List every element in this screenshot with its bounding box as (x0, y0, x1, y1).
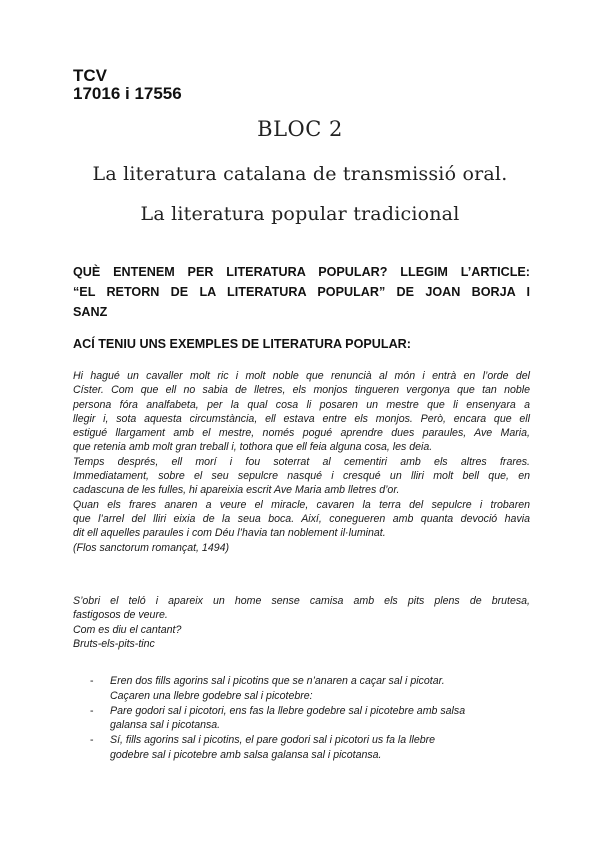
story-line: llegir i, sota aquesta circumstància, ell estava entre els monjos. Però, encara que ell (73, 412, 530, 425)
course-code-line-2: 17016 i 17556 (73, 84, 182, 103)
question-line: “EL RETORN DE LA LITERATURA POPULAR” DE JOAN BORJA I (73, 285, 530, 299)
joke-line: Bruts-els-pits-tinc (73, 637, 155, 650)
question-heading (73, 262, 530, 322)
list-item-line: Caçaren una llebre godebre sal i picotebre: (110, 689, 313, 702)
list-item-line: Eren dos fills agorins sal i picotins que se n’anaren a caçar sal i picotar. (110, 675, 445, 687)
list-dash: - (90, 675, 94, 687)
examples-heading: ACÍ TENIU UNS EXEMPLES DE LITERATURA POPULAR: (73, 337, 411, 351)
story-line: estigué llargament amb el mestre, només pogué aprendre dues paraules, Ave Maria, (73, 427, 530, 440)
course-code-line-1: TCV (73, 66, 107, 85)
story-line: dit ell aquelles paraules i com Déu l’havia tan noblement il·luminat. (73, 527, 386, 540)
list-item (90, 733, 530, 763)
story-line: Quan els frares anaren a veure el miracle, cavaren la terra del sepulcre i trobaren (73, 498, 530, 511)
story-line: que retenia amb molt gran treball i, tothora que ell feia alguna cosa, les deia. (73, 441, 433, 454)
list-item-line: godebre sal i picotebre amb salsa galansa sal i picotansa. (110, 748, 382, 761)
joke-line: fastigosos de veure. (73, 609, 168, 622)
title-line-2: La literatura popular tradicional (140, 203, 460, 225)
joke-line: S’obri el teló i apareix un home sense camisa amb els pits plens de brutesa, (73, 595, 530, 607)
list-item-line: Sí, fills agorins sal i picotins, el pare godori sal i picotori us fa la llebre (110, 734, 436, 747)
story-line: Hi hagué un cavaller molt ric i molt noble que renuncià al món i entrà en l’orde del (73, 370, 530, 382)
story-line: persona fóra analfabeta, per la qual cosa li posaren un mestre que li ensenyara a (73, 398, 530, 411)
joke-line: Com es diu el cantant? (73, 623, 182, 636)
story-line: Temps després, ell morí i fou soterrat al cementiri amb els altres frares. (73, 455, 530, 468)
story-line: que l’arrel del lliri eixia de la seua boca. Així, conegueren amb quanta devoció havia (73, 512, 530, 525)
dialogue-list (90, 674, 530, 763)
list-item-line: galansa sal i picotansa. (110, 719, 221, 732)
story-line: Císter. Com que ell no sabia de lletres, els monjos tingueren vergonya que tan noble (73, 384, 530, 397)
story-line: cadascuna de les fulles, hi apareixia escrit Ave Maria amb lletres d’or. (73, 484, 400, 497)
title-line-1: La literatura catalana de transmissió oral. (92, 163, 508, 185)
story-paragraph (73, 369, 530, 555)
bloc-heading: BLOC 2 (257, 117, 343, 141)
story-line: Immediatament, sobre el seu sepulcre nasqué i cresqué un lliri molt bell que, en (73, 470, 530, 483)
joke-paragraph (73, 594, 530, 651)
story-source: (Flos sanctorum romançat, 1494) (73, 541, 230, 554)
question-line: QUÈ ENTENEM PER LITERATURA POPULAR? LLEGIM L’ARTICLE: (73, 265, 530, 279)
list-item-line: Pare godori sal i picotori, ens fas la llebre godebre sal i picotebre amb salsa (110, 704, 466, 717)
list-item (90, 704, 530, 734)
question-line: SANZ (73, 305, 108, 319)
list-dash: - (90, 734, 94, 747)
course-code (73, 67, 182, 103)
list-dash: - (90, 704, 94, 717)
list-item (90, 674, 530, 704)
